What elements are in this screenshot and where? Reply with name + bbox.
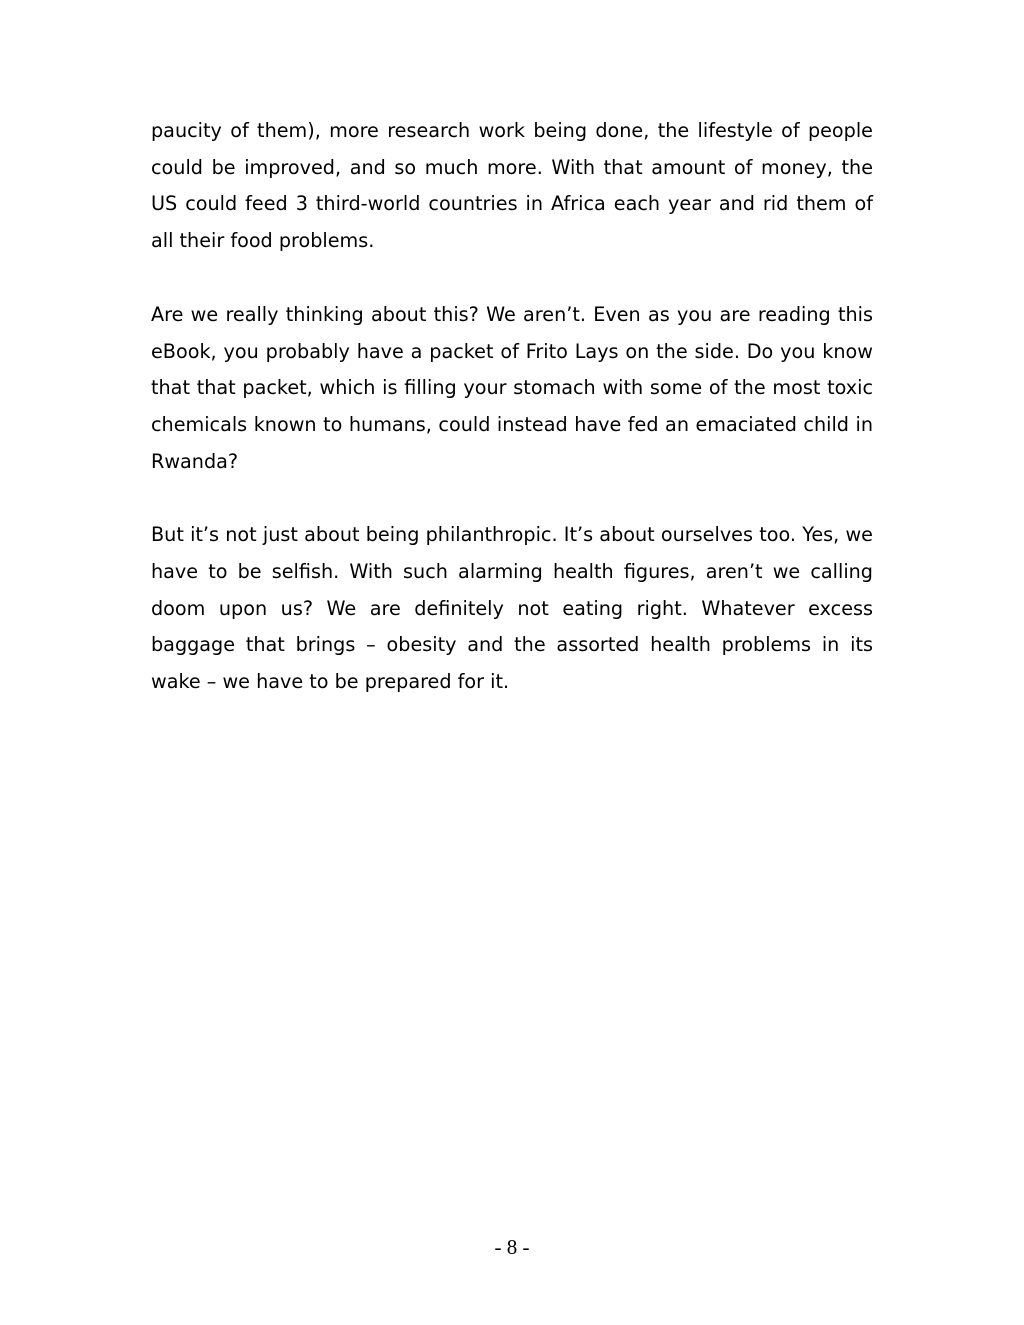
paragraph-3: But it’s not just about being philanthropic. It’s about ourselves too. Yes, we have to be selfish. With such alarming health figures, aren’t we calling doom upon us? We are definitely not eating right. Whatever excess baggage that brings – obesity and the assorted health problems in its wake – we have to be prepared for it. bbox=[151, 523, 873, 694]
page-body bbox=[151, 113, 873, 738]
paragraph-2: Are we really thinking about this? We aren’t. Even as you are reading this eBook, you probably have a packet of Frito Lays on the side. Do you know that that packet, which is filling your stomach with some of the most toxic chemicals known to humans, could instead have fed an emaciated child in Rwanda? bbox=[151, 302, 873, 473]
paragraph-1: paucity of them), more research work being done, the lifestyle of people could be improved, and so much more. With that amount of money, the US could feed 3 third-world countries in Africa each year and rid them of all their food problems. bbox=[151, 119, 873, 253]
page-number: - 8 - bbox=[494, 1235, 530, 1259]
